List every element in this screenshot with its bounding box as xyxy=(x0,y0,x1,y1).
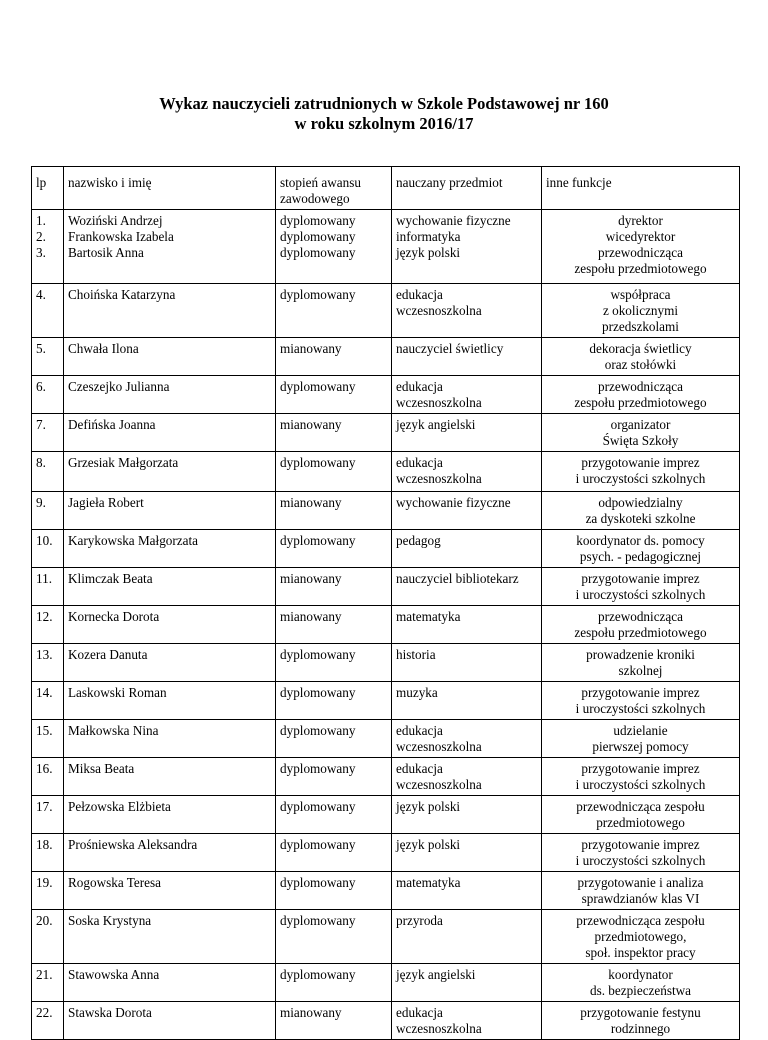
cell-degree: dyplomowany xyxy=(276,834,392,872)
cell-subject: muzyka xyxy=(392,682,542,720)
cell-functions: przygotowanie imprez i uroczystości szkolnych xyxy=(542,682,740,720)
cell-name: Chwała Ilona xyxy=(64,338,276,376)
header-subject: nauczany przedmiot xyxy=(392,167,542,210)
table-row xyxy=(32,210,740,284)
cell-degree: dyplomowany xyxy=(276,758,392,796)
cell-functions: przygotowanie imprez i uroczystości szkolnych xyxy=(542,568,740,606)
document-title xyxy=(0,94,768,134)
cell-lp: 12. xyxy=(32,606,64,644)
cell-name: Stawska Dorota xyxy=(64,1002,276,1040)
cell-lp: 13. xyxy=(32,644,64,682)
cell-lp: 5. xyxy=(32,338,64,376)
cell-name: Defińska Joanna xyxy=(64,414,276,452)
cell-lp: 7. xyxy=(32,414,64,452)
cell-functions: przygotowanie imprez i uroczystości szkolnych xyxy=(542,758,740,796)
title-line-1: Wykaz nauczycieli zatrudnionych w Szkole Podstawowej nr 160 xyxy=(159,94,609,113)
cell-subject: matematyka xyxy=(392,872,542,910)
cell-functions: przewodnicząca zespołu przedmiotowego xyxy=(542,376,740,414)
cell-subject: edukacja wczesnoszkolna xyxy=(392,758,542,796)
cell-functions: koordynator ds. pomocy psych. - pedagogicznej xyxy=(542,530,740,568)
table-row xyxy=(32,682,740,720)
cell-functions: przygotowanie festynu rodzinnego xyxy=(542,1002,740,1040)
table-row xyxy=(32,964,740,1002)
cell-lp: 17. xyxy=(32,796,64,834)
header-lp: lp xyxy=(32,167,64,210)
cell-degree: dyplomowany xyxy=(276,284,392,338)
header-functions: inne funkcje xyxy=(542,167,740,210)
cell-degree: dyplomowany xyxy=(276,376,392,414)
cell-lp: 8. xyxy=(32,452,64,492)
cell-degree: dyplomowany xyxy=(276,964,392,1002)
cell-subject: edukacja wczesnoszkolna xyxy=(392,452,542,492)
table-row xyxy=(32,720,740,758)
cell-subject: edukacja wczesnoszkolna xyxy=(392,1002,542,1040)
table-row xyxy=(32,492,740,530)
table-row xyxy=(32,376,740,414)
cell-functions: dyrektor wicedyrektor przewodnicząca zespołu przedmiotowego xyxy=(542,210,740,284)
cell-name: Grzesiak Małgorzata xyxy=(64,452,276,492)
table-row xyxy=(32,1002,740,1040)
cell-functions: koordynator ds. bezpieczeństwa xyxy=(542,964,740,1002)
cell-lp: 22. xyxy=(32,1002,64,1040)
cell-lp: 15. xyxy=(32,720,64,758)
table-row xyxy=(32,910,740,964)
cell-degree: dyplomowany xyxy=(276,530,392,568)
cell-functions: organizator Święta Szkoły xyxy=(542,414,740,452)
cell-name: Choińska Katarzyna xyxy=(64,284,276,338)
cell-name: Kozera Danuta xyxy=(64,644,276,682)
cell-degree: dyplomowany xyxy=(276,872,392,910)
cell-subject: edukacja wczesnoszkolna xyxy=(392,376,542,414)
cell-lp: 18. xyxy=(32,834,64,872)
table-header-row xyxy=(32,167,740,210)
cell-degree: mianowany xyxy=(276,1002,392,1040)
cell-lp: 20. xyxy=(32,910,64,964)
cell-degree: mianowany xyxy=(276,414,392,452)
cell-name: Rogowska Teresa xyxy=(64,872,276,910)
title-line-2: w roku szkolnym 2016/17 xyxy=(294,114,474,133)
cell-name: Miksa Beata xyxy=(64,758,276,796)
cell-lp: 9. xyxy=(32,492,64,530)
cell-functions: współpraca z okolicznymi przedszkolami xyxy=(542,284,740,338)
cell-name: Pełzowska Elżbieta xyxy=(64,796,276,834)
table-row xyxy=(32,568,740,606)
cell-lp: 1. 2. 3. xyxy=(32,210,64,284)
cell-name: Małkowska Nina xyxy=(64,720,276,758)
cell-lp: 6. xyxy=(32,376,64,414)
table-row xyxy=(32,834,740,872)
cell-degree: dyplomowany xyxy=(276,720,392,758)
cell-lp: 14. xyxy=(32,682,64,720)
cell-degree: dyplomowany xyxy=(276,796,392,834)
cell-name: Karykowska Małgorzata xyxy=(64,530,276,568)
cell-name: Jagieła Robert xyxy=(64,492,276,530)
cell-subject: pedagog xyxy=(392,530,542,568)
table-row xyxy=(32,530,740,568)
cell-subject: matematyka xyxy=(392,606,542,644)
cell-lp: 4. xyxy=(32,284,64,338)
table-row xyxy=(32,284,740,338)
cell-lp: 11. xyxy=(32,568,64,606)
cell-degree: dyplomowany xyxy=(276,452,392,492)
cell-subject: język polski xyxy=(392,796,542,834)
cell-name: Czeszejko Julianna xyxy=(64,376,276,414)
cell-subject: wychowanie fizyczne xyxy=(392,492,542,530)
cell-name: Laskowski Roman xyxy=(64,682,276,720)
cell-degree: mianowany xyxy=(276,606,392,644)
cell-degree: mianowany xyxy=(276,338,392,376)
cell-subject: język angielski xyxy=(392,414,542,452)
cell-functions: dekoracja świetlicy oraz stołówki xyxy=(542,338,740,376)
cell-subject: język angielski xyxy=(392,964,542,1002)
cell-subject: nauczyciel bibliotekarz xyxy=(392,568,542,606)
cell-functions: przewodnicząca zespołu przedmiotowego xyxy=(542,606,740,644)
header-name: nazwisko i imię xyxy=(64,167,276,210)
cell-subject: język polski xyxy=(392,834,542,872)
cell-degree: mianowany xyxy=(276,568,392,606)
teachers-table xyxy=(31,166,740,1040)
cell-degree: dyplomowany dyplomowany dyplomowany xyxy=(276,210,392,284)
cell-name: Woziński Andrzej Frankowska Izabela Bartosik Anna xyxy=(64,210,276,284)
cell-lp: 16. xyxy=(32,758,64,796)
cell-lp: 21. xyxy=(32,964,64,1002)
cell-degree: dyplomowany xyxy=(276,910,392,964)
cell-subject: historia xyxy=(392,644,542,682)
table-row xyxy=(32,758,740,796)
cell-lp: 19. xyxy=(32,872,64,910)
table-row xyxy=(32,796,740,834)
cell-subject: przyroda xyxy=(392,910,542,964)
cell-subject: wychowanie fizyczne informatyka język polski xyxy=(392,210,542,284)
cell-degree: mianowany xyxy=(276,492,392,530)
cell-functions: przewodnicząca zespołu przedmiotowego, społ. inspektor pracy xyxy=(542,910,740,964)
table-row xyxy=(32,414,740,452)
table-row xyxy=(32,452,740,492)
cell-lp: 10. xyxy=(32,530,64,568)
header-degree: stopień awansu zawodowego xyxy=(276,167,392,210)
cell-degree: dyplomowany xyxy=(276,644,392,682)
cell-name: Klimczak Beata xyxy=(64,568,276,606)
cell-functions: przygotowanie imprez i uroczystości szkolnych xyxy=(542,834,740,872)
cell-name: Soska Krystyna xyxy=(64,910,276,964)
cell-functions: prowadzenie kroniki szkolnej xyxy=(542,644,740,682)
cell-functions: przewodnicząca zespołu przedmiotowego xyxy=(542,796,740,834)
table-row xyxy=(32,644,740,682)
cell-functions: odpowiedzialny za dyskoteki szkolne xyxy=(542,492,740,530)
cell-name: Prośniewska Aleksandra xyxy=(64,834,276,872)
cell-subject: nauczyciel świetlicy xyxy=(392,338,542,376)
cell-functions: przygotowanie i analiza sprawdzianów klas VI xyxy=(542,872,740,910)
cell-degree: dyplomowany xyxy=(276,682,392,720)
cell-functions: udzielanie pierwszej pomocy xyxy=(542,720,740,758)
cell-name: Kornecka Dorota xyxy=(64,606,276,644)
table-row xyxy=(32,606,740,644)
cell-subject: edukacja wczesnoszkolna xyxy=(392,720,542,758)
cell-subject: edukacja wczesnoszkolna xyxy=(392,284,542,338)
cell-name: Stawowska Anna xyxy=(64,964,276,1002)
table-row xyxy=(32,338,740,376)
table-row xyxy=(32,872,740,910)
cell-functions: przygotowanie imprez i uroczystości szkolnych xyxy=(542,452,740,492)
